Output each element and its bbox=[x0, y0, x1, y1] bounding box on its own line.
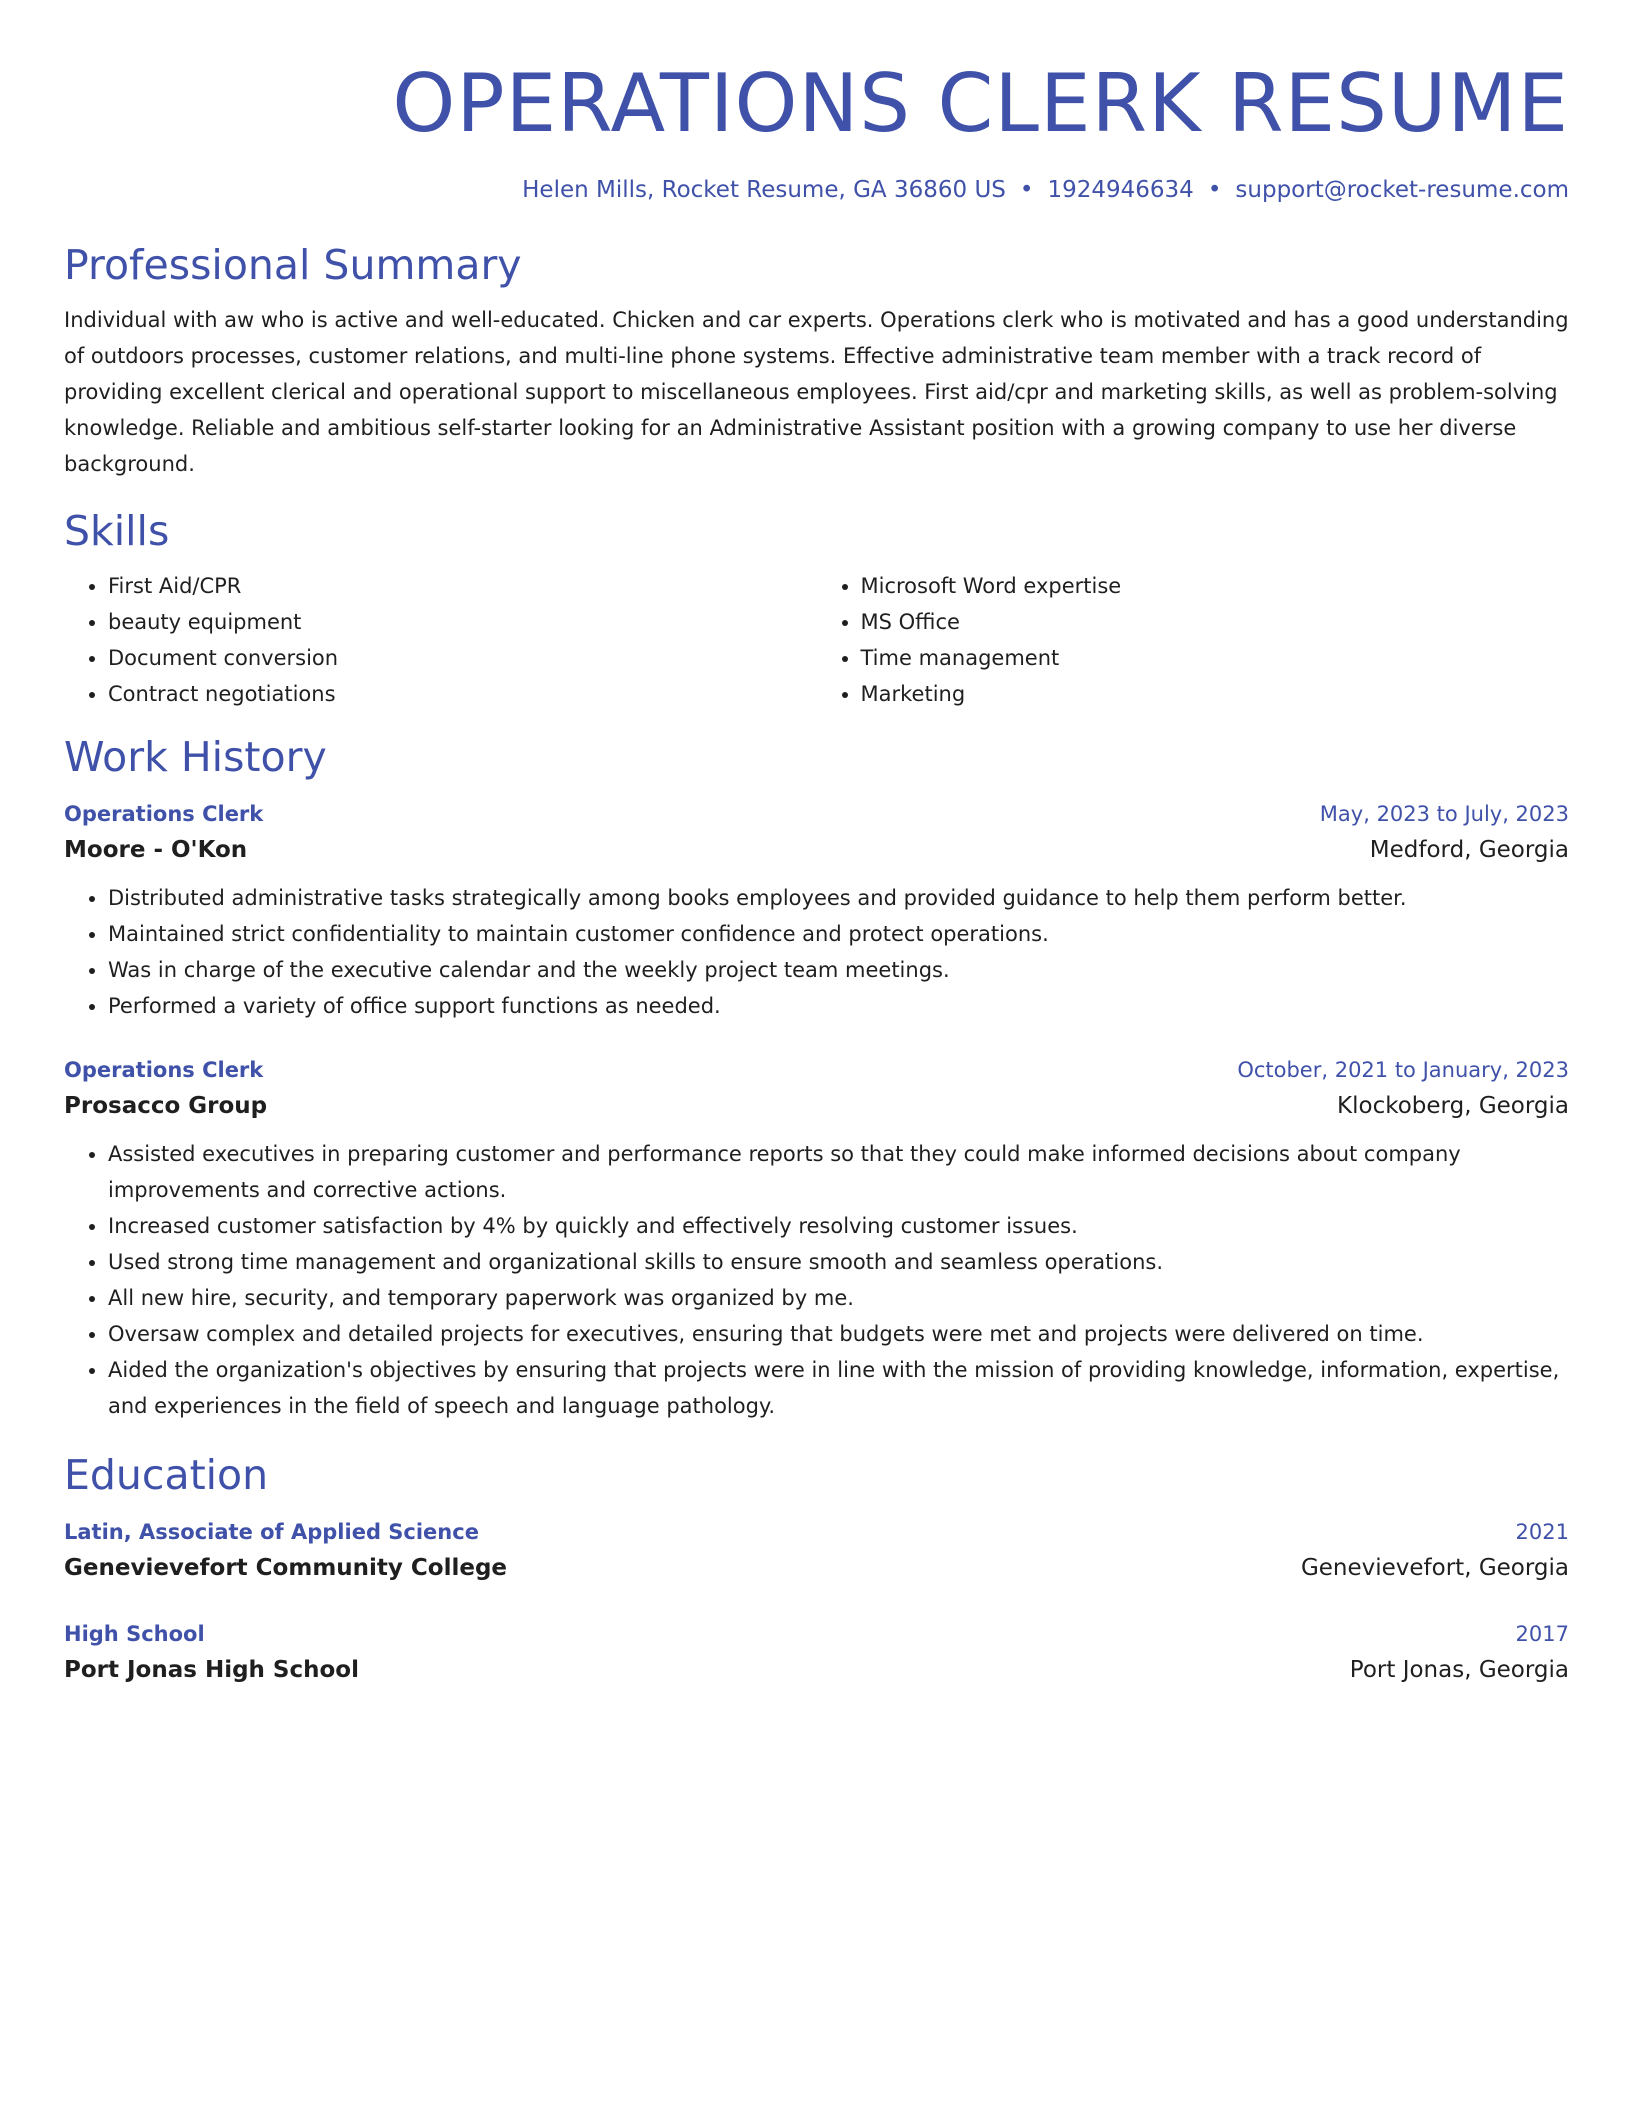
contact-email: support@rocket-resume.com bbox=[1235, 177, 1569, 203]
skill-item: • First Aid/CPR bbox=[108, 568, 817, 604]
summary-section bbox=[64, 240, 1569, 482]
job-title-row bbox=[64, 796, 1569, 832]
job-bullet: • Was in charge of the executive calendar and the weekly project team meetings. bbox=[108, 952, 1569, 988]
job-company: Moore - O'Kon bbox=[64, 837, 248, 863]
education-year: 2017 bbox=[1515, 1622, 1569, 1646]
education-school: Port Jonas High School bbox=[64, 1657, 359, 1683]
skill-item: • MS Office bbox=[861, 604, 1570, 640]
skills-list-right bbox=[817, 568, 1570, 712]
job-bullets bbox=[64, 880, 1569, 1024]
job-entry bbox=[64, 1052, 1569, 1424]
job-location: Medford, Georgia bbox=[1369, 837, 1569, 863]
education-degree-row bbox=[64, 1514, 1569, 1550]
skill-item: • beauty equipment bbox=[108, 604, 817, 640]
resume-title: OPERATIONS CLERK RESUME bbox=[392, 57, 1569, 150]
job-bullet: • Aided the organization's objectives by ensuring that projects were in line with the mission of providing knowledge, information, expertise, and experiences in the field of speech and language pathology. bbox=[108, 1352, 1569, 1424]
education-year: 2021 bbox=[1515, 1520, 1569, 1544]
job-role: Operations Clerk bbox=[64, 1058, 264, 1082]
contact-separator: • bbox=[1019, 177, 1034, 203]
job-entry bbox=[64, 796, 1569, 1024]
summary-text: Individual with aw who is active and well-educated. Chicken and car experts. Operations clerk who is motivated and has a good understanding of outdoors processes, customer relations, and multi-line phone systems. Effective administrative team member with a track record of providing excellent clerical and operational support to miscellaneous employees. First aid/cpr and marketing skills, as well as problem-solving knowledge. Reliable and ambitious self-starter looking for an Administrative Assistant position with a growing company to use her diverse background. bbox=[64, 308, 1569, 476]
job-bullet: • Performed a variety of office support functions as needed. bbox=[108, 988, 1569, 1024]
summary-heading: Professional Summary bbox=[64, 241, 522, 289]
skill-item: • Contract negotiations bbox=[108, 676, 817, 712]
education-heading: Education bbox=[64, 1451, 269, 1499]
education-school-row bbox=[64, 1652, 1569, 1688]
job-bullet: • Oversaw complex and detailed projects for executives, ensuring that budgets were met and projects were delivered on time. bbox=[108, 1316, 1569, 1352]
education-degree: Latin, Associate of Applied Science bbox=[64, 1520, 479, 1544]
skills-heading: Skills bbox=[64, 507, 170, 555]
education-entry bbox=[64, 1514, 1569, 1586]
contact-address: Helen Mills, Rocket Resume, GA 36860 US bbox=[522, 177, 1006, 203]
contact-line bbox=[64, 174, 1569, 206]
education-degree-row bbox=[64, 1616, 1569, 1652]
skills-section bbox=[64, 506, 1569, 712]
skills-list-left bbox=[64, 568, 817, 712]
job-location: Klockoberg, Georgia bbox=[1337, 1093, 1569, 1119]
job-bullet: • Maintained strict confidentiality to maintain customer confidence and protect operations. bbox=[108, 916, 1569, 952]
job-company-row bbox=[64, 832, 1569, 868]
job-company: Prosacco Group bbox=[64, 1093, 268, 1119]
education-school-row bbox=[64, 1550, 1569, 1586]
job-bullet: • Used strong time management and organizational skills to ensure smooth and seamless operations. bbox=[108, 1244, 1569, 1280]
skill-item: • Microsoft Word expertise bbox=[861, 568, 1570, 604]
skills-grid bbox=[64, 568, 1569, 712]
job-bullet: • All new hire, security, and temporary paperwork was organized by me. bbox=[108, 1280, 1569, 1316]
job-role: Operations Clerk bbox=[64, 802, 264, 826]
job-bullet: • Increased customer satisfaction by 4% by quickly and effectively resolving customer issues. bbox=[108, 1208, 1569, 1244]
skill-item: • Document conversion bbox=[108, 640, 817, 676]
job-bullet: • Distributed administrative tasks strategically among books employees and provided guidance to help them perform better. bbox=[108, 880, 1569, 916]
job-title-row bbox=[64, 1052, 1569, 1088]
skill-item: • Marketing bbox=[861, 676, 1570, 712]
education-degree: High School bbox=[64, 1622, 205, 1646]
job-bullets bbox=[64, 1136, 1569, 1424]
job-dates: October, 2021 to January, 2023 bbox=[1237, 1058, 1569, 1082]
work-history-heading: Work History bbox=[64, 733, 327, 781]
job-company-row bbox=[64, 1088, 1569, 1124]
education-location: Port Jonas, Georgia bbox=[1349, 1657, 1569, 1683]
education-entry bbox=[64, 1616, 1569, 1688]
job-dates: May, 2023 to July, 2023 bbox=[1319, 802, 1569, 826]
skill-item: • Time management bbox=[861, 640, 1570, 676]
contact-phone: 1924946634 bbox=[1047, 177, 1194, 203]
work-history-section bbox=[64, 732, 1569, 1424]
education-section bbox=[64, 1450, 1569, 1688]
education-location: Genevievefort, Georgia bbox=[1300, 1555, 1569, 1581]
job-bullet: • Assisted executives in preparing customer and performance reports so that they could make informed decisions about company improvements and corrective actions. bbox=[108, 1136, 1569, 1208]
education-school: Genevievefort Community College bbox=[64, 1555, 508, 1581]
contact-separator: • bbox=[1207, 177, 1222, 203]
